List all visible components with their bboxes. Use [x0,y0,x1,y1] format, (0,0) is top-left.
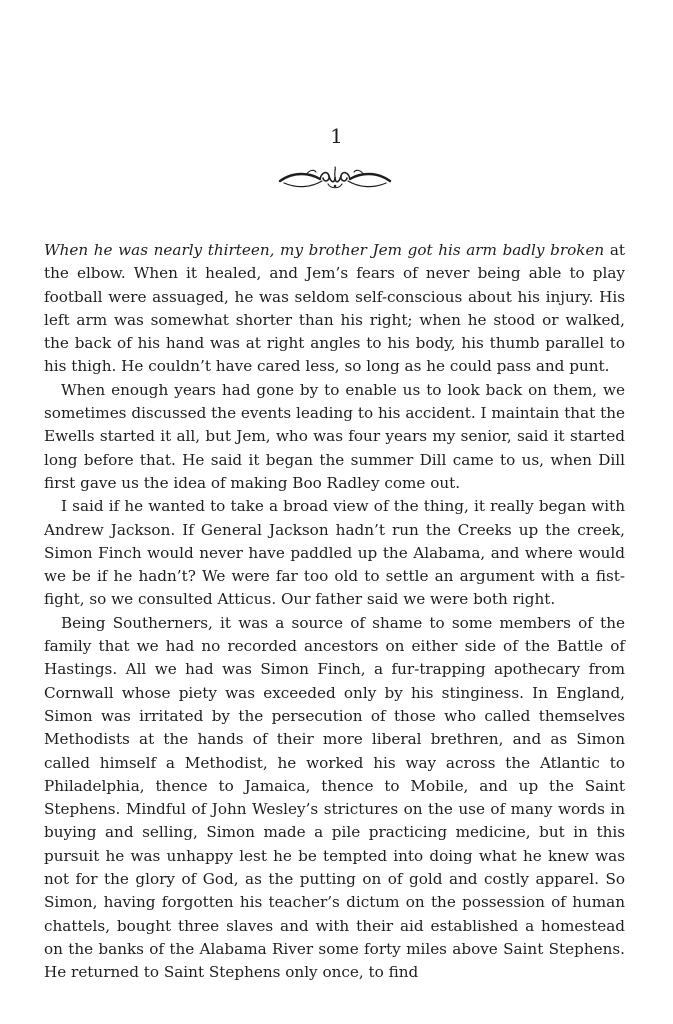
chapter-number: 1 [330,124,343,148]
paragraph: When enough years had gone by to enable us to look back on them, we sometimes discussed the events leading to his accident. I maintain that the Ewells started it all, but Jem, who was four years my senior, said it started long before that. He said it began the summer Dill came to us, when Dill first gave us the idea of making Boo Radley come out. [44,380,625,492]
opening-italic-phrase: When he was nearly thirteen, my brother Jem got his arm badly broken [44,241,605,259]
paragraph: Being Southerners, it was a source of shame to some members of the family that we had no recorded ancestors on either side of the Battle of Hastings. All we had was Simon Finch, a fur-trapping apothecary from Cornwall whose piety was exceeded only by his stinginess. In England, Simon was irritated by the persecution of those who called themselves Methodists at the hands of their more liberal brethren, and as Simon called himself a Methodist, he worked his way across the Atlantic to Philadelphia, thence to Jamaica, thence to Mobile, and up the Saint Stephens. Mindful of John Wesley’s strictures on the use of many words in buying and selling, Simon made a pile practicing medicine, but in this pursuit he was unhappy lest he be tempted into doing what he knew was not for the glory of God, as the putting on of gold and costly apparel. So Simon, having forgotten his teacher’s dictum on the possession of human chattels, bought three slaves and with their aid established a homestead on the banks of the Alabama River some forty miles above Saint Stephens. He returned to Saint Stephens only once, to find [44,613,625,982]
chapter-text [44,239,625,985]
paragraph [44,239,625,379]
paragraph: I said if he wanted to take a broad view of the thing, it really began with Andrew Jackson. If General Jackson hadn’t run the Creeks up the creek, Simon Finch would never have paddled up the Alabama, and where would we be if he hadn’t? We were far too old to settle an argument with a fist-fight, so we consulted Atticus. Our father said we were both right. [44,497,625,609]
decorative-flourish-icon [276,163,394,193]
paragraph-text: at the elbow. When it healed, and Jem’s fears of never being able to play football were assuaged, he was seldom self-conscious about his injury. His left arm was somewhat shorter than his right; when he stood or walked, the back of his hand was at right angles to his body, his thumb parallel to his thigh. He couldn’t have cared less, so long as he could pass and punt. [44,241,625,376]
